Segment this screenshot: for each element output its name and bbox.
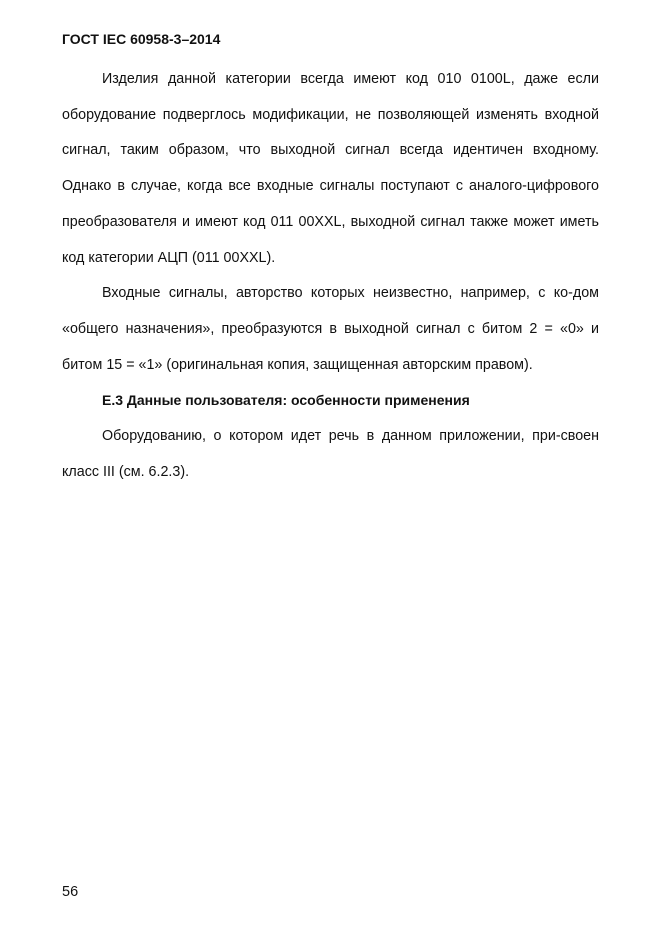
page-number: 56 xyxy=(62,884,79,900)
document-body xyxy=(62,62,599,490)
paragraph-input-signals: Входные сигналы, авторство которых неизвестно, например, с ко-дом «общего назначения», преобразуются в выходной сигнал с битом 2 = «0» и битом 15 = «1» (оригинальная копия, защищенная авторским правом). xyxy=(62,285,599,373)
paragraph-category-codes: Изделия данной категории всегда имеют код 010 0100L, даже если оборудование подверглось модификации, не позволяющей изменять входной сигнал, таким образом, что выходной сигнал всегда идентичен входному. Однако в случае, когда все входные сигналы поступают с аналого-цифрового преобразователя и имеют код 011 00XXL, выходной сигнал также может иметь код категории АЦП (011 00XXL). xyxy=(62,71,599,266)
document-header: ГОСТ IEC 60958-3–2014 xyxy=(62,31,221,47)
paragraph-equipment-class: Оборудованию, о котором идет речь в данном приложении, при-своен класс III (см. 6.2.3). xyxy=(62,428,599,480)
section-heading: Е.3 Данные пользователя: особенности применения xyxy=(102,392,470,409)
